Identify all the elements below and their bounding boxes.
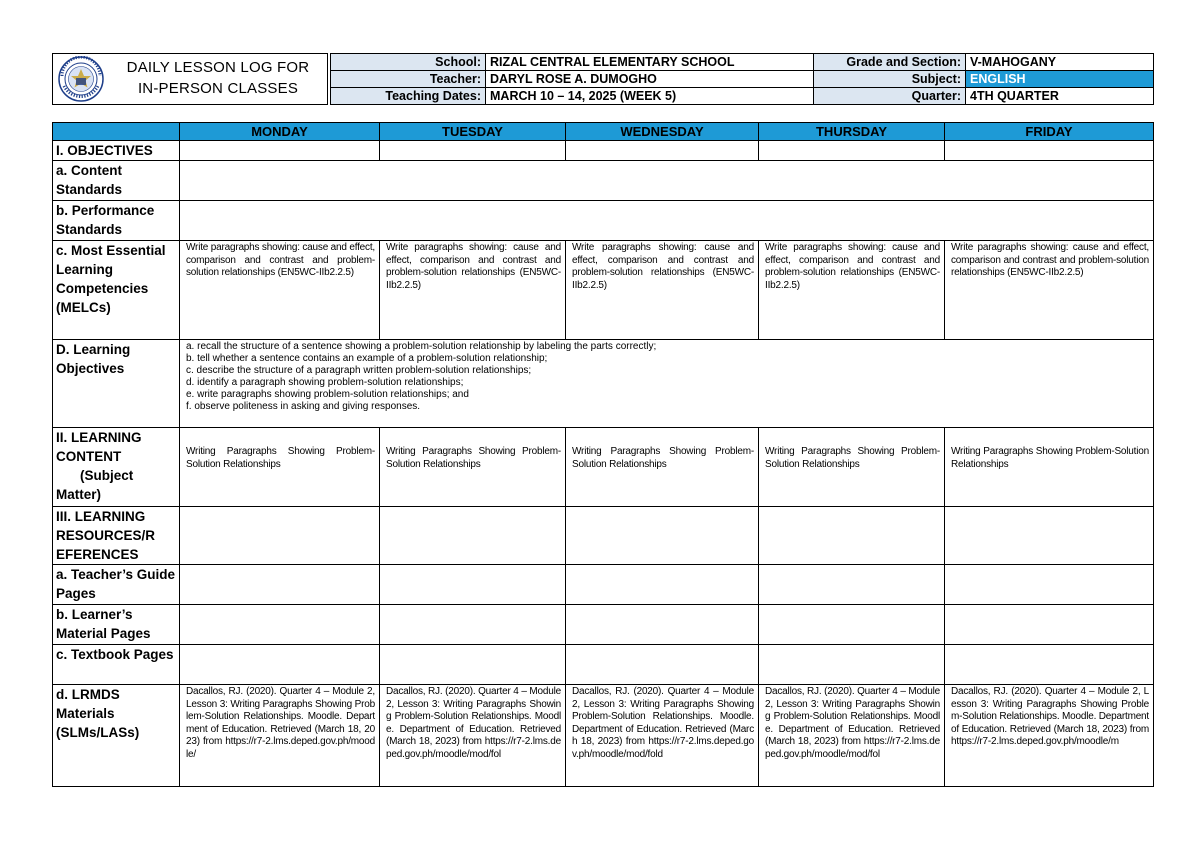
section-lrmds: d. LRMDS Materials (SLMs/LASs) [53, 685, 180, 787]
list-item: a. recall the structure of a sentence showing a problem-solution relationship by labeling the parts correctly; [186, 341, 657, 352]
table-cell [380, 605, 566, 645]
teaching-dates-label: Teaching Dates: [331, 88, 486, 105]
section-learning-content-line: Matter) [56, 487, 102, 502]
lesson-log-table [52, 122, 1154, 787]
section-learning-content-line: II. LEARNING [56, 430, 142, 445]
lrmds-friday: Dacallos, RJ. (2020). Quarter 4 – Module 2, Lesson 3: Writing Paragraphs Showing Problem-Solution Relationships. Moodle. Department of Education. Retrieved (March 18, 2023) from https://r7-2.lms.deped.gov.ph/moodle/m [945, 685, 1154, 787]
table-cell [180, 201, 1154, 241]
list-item: b. tell whether a sentence contains an example of a problem-solution relationship; [186, 353, 548, 364]
grade-section-value: V-MAHOGANY [966, 54, 1154, 71]
table-cell [180, 605, 380, 645]
table-cell [945, 141, 1154, 161]
section-textbook-pages: c. Textbook Pages [53, 645, 180, 685]
table-cell [180, 507, 380, 565]
list-item: f. observe politeness in asking and giving responses. [186, 401, 421, 412]
section-learning-content [53, 428, 180, 507]
teacher-value: DARYL ROSE A. DUMOGHO [486, 71, 814, 88]
deped-seal-icon [58, 56, 104, 102]
list-item: e. write paragraphs showing problem-solution relationships; and [186, 389, 469, 400]
title-line-2: IN-PERSON CLASSES [137, 80, 299, 97]
table-cell [759, 645, 945, 685]
melc-monday: Write paragraphs showing: cause and effect, comparison and contrast and problem-solution relationships (EN5WC-IIb2.2.5) [180, 241, 380, 340]
day-header-thursday: THURSDAY [759, 123, 945, 141]
table-cell [945, 605, 1154, 645]
row-objectives [53, 141, 1154, 161]
day-header-row [53, 123, 1154, 141]
learning-objectives-list [180, 340, 1154, 428]
header-title-box [52, 53, 328, 105]
subject-value: ENGLISH [966, 71, 1154, 88]
table-cell [759, 507, 945, 565]
table-cell [566, 507, 759, 565]
grade-section-label: Grade and Section: [814, 54, 966, 71]
table-cell [759, 565, 945, 605]
teaching-dates-value: MARCH 10 – 14, 2025 (WEEK 5) [486, 88, 814, 105]
row-learning-resources [53, 507, 1154, 565]
table-cell [945, 645, 1154, 685]
learning-content-thursday: Writing Paragraphs Showing Problem-Solution Relationships [759, 428, 945, 507]
section-content-standards: a. Content Standards [53, 161, 180, 201]
table-cell [566, 141, 759, 161]
lrmds-tuesday: Dacallos, RJ. (2020). Quarter 4 – Module 2, Lesson 3: Writing Paragraphs Showing Problem-Solution Relationships. Moodle. Department of Education. Retrieved (March 18, 2023) from https://r7-2.lms.deped.gov.ph/moodle/mod/fol [380, 685, 566, 787]
table-cell [380, 507, 566, 565]
learning-content-wednesday: Writing Paragraphs Showing Problem-Solution Relationships [566, 428, 759, 507]
title-line-1: DAILY LESSON LOG FOR [126, 59, 310, 76]
table-cell [566, 605, 759, 645]
table-cell [180, 565, 380, 605]
section-tg-pages: a. Teacher’s Guide Pages [53, 565, 180, 605]
learning-content-tuesday: Writing Paragraphs Showing Problem-Solution Relationships [380, 428, 566, 507]
list-item: c. describe the structure of a paragraph written problem-solution relationships; [186, 365, 532, 376]
lesson-info-table [330, 53, 1154, 105]
teacher-label: Teacher: [331, 71, 486, 88]
table-cell [566, 565, 759, 605]
subject-label: Subject: [814, 71, 966, 88]
melc-tuesday: Write paragraphs showing: cause and effect, comparison and contrast and problem-solution relationships (EN5WC-IIb2.2.5) [380, 241, 566, 340]
corner-cell [53, 123, 180, 141]
quarter-value: 4TH QUARTER [966, 88, 1154, 105]
row-learning-objectives [53, 340, 1154, 428]
section-performance-standards: b. Performance Standards [53, 201, 180, 241]
table-cell [180, 161, 1154, 201]
row-performance-standards [53, 201, 1154, 241]
day-header-friday: FRIDAY [945, 123, 1154, 141]
page-title [111, 57, 325, 99]
lrmds-monday: Dacallos, RJ. (2020). Quarter 4 – Module 2, Lesson 3: Writing Paragraphs Showing Problem-Solution Relationships. Moodle. Department of Education. Retrieved (March 18, 2023) from https://r7-2.lms.deped.gov.ph/moodle/ [180, 685, 380, 787]
section-objectives: I. OBJECTIVES [53, 141, 180, 161]
table-cell [566, 645, 759, 685]
day-header-wednesday: WEDNESDAY [566, 123, 759, 141]
day-header-monday: MONDAY [180, 123, 380, 141]
row-lrmds [53, 685, 1154, 787]
melc-thursday: Write paragraphs showing: cause and effect, comparison and contrast and problem-solution relationships (EN5WC-IIb2.2.5) [759, 241, 945, 340]
school-value: RIZAL CENTRAL ELEMENTARY SCHOOL [486, 54, 814, 71]
learning-content-monday: Writing Paragraphs Showing Problem-Solution Relationships [180, 428, 380, 507]
section-learning-resources: III. LEARNING RESOURCES/R EFERENCES [53, 507, 180, 565]
table-cell [180, 141, 380, 161]
table-cell [945, 507, 1154, 565]
melc-friday: Write paragraphs showing: cause and effect, comparison and contrast and problem-solution relationships (EN5WC-IIb2.2.5) [945, 241, 1154, 340]
section-learning-content-line: CONTENT [56, 449, 122, 464]
learning-content-friday: Writing Paragraphs Showing Problem-Solution Relationships [945, 428, 1154, 507]
row-textbook-pages [53, 645, 1154, 685]
table-cell [759, 141, 945, 161]
quarter-label: Quarter: [814, 88, 966, 105]
table-cell [380, 141, 566, 161]
row-learners-material [53, 605, 1154, 645]
table-cell [380, 565, 566, 605]
row-content-standards [53, 161, 1154, 201]
table-cell [759, 605, 945, 645]
lrmds-wednesday: Dacallos, RJ. (2020). Quarter 4 – Module 2, Lesson 3: Writing Paragraphs Showing Problem-Solution Relationships. Moodle. Department of Education. Retrieved (March 18, 2023) from https://r7-2.lms.deped.gov.ph/moodle/mod/fold [566, 685, 759, 787]
table-cell [945, 565, 1154, 605]
school-label: School: [331, 54, 486, 71]
melc-wednesday: Write paragraphs showing: cause and effect, comparison and contrast and problem-solution relationships (EN5WC-IIb2.2.5) [566, 241, 759, 340]
section-lm-pages: b. Learner’s Material Pages [53, 605, 180, 645]
list-item: d. identify a paragraph showing problem-solution relationships; [186, 377, 464, 388]
table-cell [380, 645, 566, 685]
day-header-tuesday: TUESDAY [380, 123, 566, 141]
section-learning-objectives: D. Learning Objectives [53, 340, 180, 428]
row-learning-content [53, 428, 1154, 507]
row-teachers-guide [53, 565, 1154, 605]
table-cell [180, 645, 380, 685]
section-learning-content-line: (Subject [80, 468, 134, 483]
section-melcs: c. Most Essential Learning Competencies (MELCs) [53, 241, 180, 340]
row-melcs [53, 241, 1154, 340]
lrmds-thursday: Dacallos, RJ. (2020). Quarter 4 – Module 2, Lesson 3: Writing Paragraphs Showing Problem-Solution Relationships. Moodle. Department of Education. Retrieved (March 18, 2023) from https://r7-2.lms.deped.gov.ph/moodle/mod/fol [759, 685, 945, 787]
